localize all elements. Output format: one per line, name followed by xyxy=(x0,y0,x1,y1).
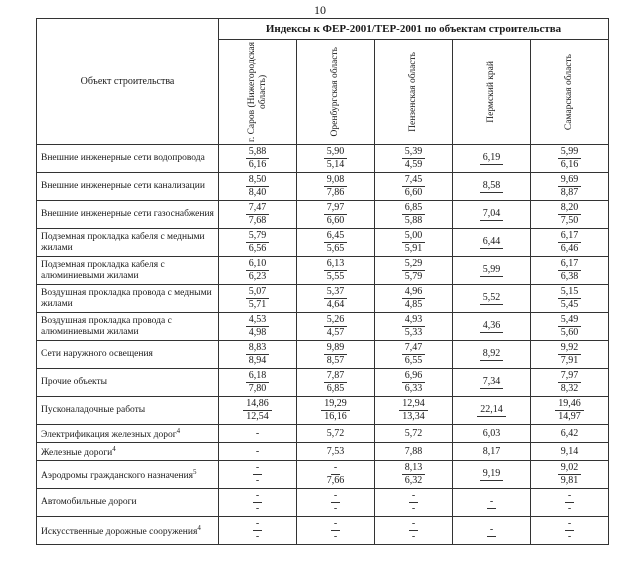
object-name-cell xyxy=(37,229,219,257)
object-label: Объект строительства xyxy=(80,76,175,87)
index-value-ter: 19,46 xyxy=(555,398,584,411)
table-row xyxy=(37,229,609,257)
index-cell xyxy=(375,145,453,173)
index-value-fer: 5,88 xyxy=(404,215,423,226)
index-value-fer: 6,55 xyxy=(404,355,423,366)
index-cell xyxy=(297,489,375,517)
index-cell xyxy=(297,201,375,229)
index-value-ter: 7,47 xyxy=(402,342,426,355)
index-cell xyxy=(531,201,609,229)
index-value-fer: 5,79 xyxy=(404,271,423,282)
index-value-ter: 8,58 xyxy=(480,180,504,193)
table-row xyxy=(37,201,609,229)
index-value-ter: - xyxy=(253,518,262,531)
index-value-fer: 6,23 xyxy=(248,271,267,282)
index-cell xyxy=(453,517,531,545)
table-row xyxy=(37,397,609,425)
index-cell xyxy=(453,173,531,201)
index-cell xyxy=(531,489,609,517)
index-value-fer: 13,34 xyxy=(402,411,425,422)
index-cell xyxy=(531,369,609,397)
object-name: Внешние инженерные сети канализации xyxy=(41,181,205,191)
index-cell xyxy=(531,461,609,489)
index-value-ter: - xyxy=(487,524,496,537)
index-value-fer: 7,68 xyxy=(248,215,267,226)
object-name: Подземная прокладка кабеля с медными жилами xyxy=(41,231,205,253)
index-cell xyxy=(219,173,297,201)
index-cell xyxy=(219,369,297,397)
index-value-fer: 6,56 xyxy=(248,243,267,254)
region-header xyxy=(219,40,297,145)
index-value-ter: 5,88 xyxy=(246,146,270,159)
index-value-ter: 5,99 xyxy=(558,146,582,159)
object-name-cell xyxy=(37,257,219,285)
index-value-ter: 4,36 xyxy=(480,320,504,333)
index-cell xyxy=(375,257,453,285)
index-value-fer: 6,38 xyxy=(560,271,579,282)
table-row xyxy=(37,369,609,397)
index-value-ter: 7,47 xyxy=(246,202,270,215)
index-value-ter: 7,87 xyxy=(324,370,348,383)
index-value-ter: 22,14 xyxy=(477,404,506,417)
indices-title: Индексы к ФЕР-2001/ТЕР-2001 по объектам строительства xyxy=(219,19,609,40)
index-cell xyxy=(375,341,453,369)
index-value: 9,14 xyxy=(560,445,579,457)
index-cell xyxy=(453,145,531,173)
region-header xyxy=(453,40,531,145)
index-value-ter: 6,44 xyxy=(480,236,504,249)
object-name: Подземная прокладка кабеля с алюминиевыми жилами xyxy=(41,259,165,281)
index-cell xyxy=(375,285,453,313)
object-name-cell xyxy=(37,517,219,545)
object-name-cell xyxy=(37,489,219,517)
index-value-fer: 5,71 xyxy=(248,299,267,310)
index-value-fer: - xyxy=(333,503,338,515)
index-cell xyxy=(531,145,609,173)
index-value-ter: - xyxy=(565,490,574,503)
index-value-ter: 6,17 xyxy=(558,258,582,271)
index-cell xyxy=(453,257,531,285)
index-value-ter: 5,07 xyxy=(246,286,270,299)
index-value-fer: 14,97 xyxy=(558,411,581,422)
index-value-ter: 5,79 xyxy=(246,230,270,243)
table-row xyxy=(37,425,609,443)
index-value-fer: 6,85 xyxy=(326,383,345,394)
index-value-ter: 9,92 xyxy=(558,342,582,355)
region-label: Пермский край xyxy=(486,61,496,123)
index-value: 8,17 xyxy=(482,445,501,457)
index-value-fer: 7,80 xyxy=(248,383,267,394)
index-value-fer: 12,54 xyxy=(246,411,269,422)
index-value-fer: 9,81 xyxy=(560,475,579,487)
index-cell xyxy=(297,285,375,313)
index-cell xyxy=(297,313,375,341)
region-label: Оренбургская область xyxy=(330,47,340,137)
object-name-cell xyxy=(37,443,219,461)
index-cell xyxy=(531,397,609,425)
index-value-fer: - xyxy=(333,531,338,543)
index-value-ter: 5,15 xyxy=(558,286,582,299)
index-cell xyxy=(297,369,375,397)
index-cell xyxy=(297,425,375,443)
index-cell xyxy=(219,397,297,425)
object-name-cell xyxy=(37,397,219,425)
index-value-ter: 7,34 xyxy=(480,376,504,389)
index-value-ter: 6,10 xyxy=(246,258,270,271)
object-column-header xyxy=(37,19,219,145)
table-row xyxy=(37,313,609,341)
index-cell xyxy=(453,489,531,517)
index-cell xyxy=(297,397,375,425)
index-cell xyxy=(297,257,375,285)
header-row-main xyxy=(37,19,609,40)
index-value-fer: 4,64 xyxy=(326,299,345,310)
index-cell xyxy=(297,461,375,489)
index-value-fer: 7,86 xyxy=(326,187,345,198)
index-value-fer: 6,60 xyxy=(404,187,423,198)
table-row xyxy=(37,489,609,517)
index-value-ter: 5,37 xyxy=(324,286,348,299)
index-cell xyxy=(297,341,375,369)
index-value-ter: 19,29 xyxy=(321,398,350,411)
index-value-ter: 6,85 xyxy=(402,202,426,215)
object-name: Прочие объекты xyxy=(41,377,108,387)
object-name-cell xyxy=(37,173,219,201)
index-value-fer: 8,40 xyxy=(248,187,267,198)
index-value-ter: - xyxy=(331,490,340,503)
index-value-fer: 7,91 xyxy=(560,355,579,366)
index-value-fer: 5,60 xyxy=(560,327,579,338)
index-cell xyxy=(297,229,375,257)
object-name-cell xyxy=(37,201,219,229)
index-value-fer: 5,33 xyxy=(404,327,423,338)
index-value-ter: - xyxy=(409,518,418,531)
index-value-ter: 5,99 xyxy=(480,264,504,277)
index-value-ter: - xyxy=(253,462,262,475)
table-row xyxy=(37,145,609,173)
index-cell xyxy=(531,173,609,201)
index-cell xyxy=(531,443,609,461)
index-cell xyxy=(531,257,609,285)
index-cell xyxy=(453,229,531,257)
index-value-ter: 6,96 xyxy=(402,370,426,383)
index-cell xyxy=(219,461,297,489)
index-value: 6,42 xyxy=(560,427,579,439)
index-value-ter: 8,50 xyxy=(246,174,270,187)
index-value-fer: 6,16 xyxy=(560,159,579,170)
index-value-ter: 5,39 xyxy=(402,146,426,159)
index-cell xyxy=(297,517,375,545)
index-value-ter: - xyxy=(487,496,496,509)
index-value-fer: 8,57 xyxy=(326,355,345,366)
index-cell xyxy=(219,489,297,517)
table-row xyxy=(37,173,609,201)
index-value-ter: 8,92 xyxy=(480,348,504,361)
object-name-cell xyxy=(37,461,219,489)
region-label: г. Саров (Нижегородская область) xyxy=(246,42,268,142)
object-name: Воздушная прокладка провода с алюминиевыми жилами xyxy=(41,315,172,337)
index-value-ter: 9,19 xyxy=(480,468,504,481)
index-value-ter: 14,86 xyxy=(243,398,272,411)
index-value-fer: 8,87 xyxy=(560,187,579,198)
object-name: Электрификация железных дорог xyxy=(41,430,177,441)
index-cell xyxy=(375,397,453,425)
object-name: Внешние инженерные сети водопровода xyxy=(41,153,205,163)
region-label: Самарская область xyxy=(564,53,575,131)
index-cell xyxy=(453,285,531,313)
index-cell xyxy=(219,517,297,545)
index-cell xyxy=(531,341,609,369)
index-cell xyxy=(453,201,531,229)
index-cell xyxy=(297,443,375,461)
index-value-fer: 8,32 xyxy=(560,383,579,394)
index-value-fer: 6,46 xyxy=(560,243,579,254)
index-value: 6,03 xyxy=(482,427,501,439)
index-value-fer: 7,50 xyxy=(560,215,579,226)
index-cell xyxy=(375,369,453,397)
region-header xyxy=(531,40,609,145)
index-value-ter: 9,89 xyxy=(324,342,348,355)
index-value-ter: - xyxy=(565,518,574,531)
object-name: Аэродромы гражданского назначения xyxy=(41,471,194,482)
index-value-ter: 9,02 xyxy=(558,462,582,475)
index-value-ter: 7,97 xyxy=(324,202,348,215)
index-value-ter: 4,96 xyxy=(402,286,426,299)
index-cell xyxy=(453,369,531,397)
index-value-fer: 5,55 xyxy=(326,271,345,282)
index-value-ter: 5,49 xyxy=(558,314,582,327)
index-cell xyxy=(219,313,297,341)
footnote-mark: 4 xyxy=(112,445,116,454)
index-value-ter: 4,93 xyxy=(402,314,426,327)
footnote-mark: 5 xyxy=(193,468,197,477)
object-name: Пусконаладочные работы xyxy=(41,405,146,415)
index-cell xyxy=(219,341,297,369)
index-value-ter: - xyxy=(409,490,418,503)
index-value-ter: 7,97 xyxy=(558,370,582,383)
index-value-fer: - xyxy=(411,531,416,543)
index-value-fer: 5,91 xyxy=(404,243,423,254)
table-row xyxy=(37,461,609,489)
table-row xyxy=(37,257,609,285)
region-label: Пензенская область xyxy=(408,52,418,132)
index-value-fer: - xyxy=(567,531,572,543)
index-cell xyxy=(375,443,453,461)
object-name-cell xyxy=(37,369,219,397)
index-cell xyxy=(453,313,531,341)
index-cell xyxy=(453,397,531,425)
index-cell xyxy=(375,313,453,341)
index-cell xyxy=(297,173,375,201)
index-cell xyxy=(219,425,297,443)
index-value-ter: 6,19 xyxy=(480,152,504,165)
index-value-ter: 8,20 xyxy=(558,202,582,215)
index-cell xyxy=(375,517,453,545)
index-value-ter: 6,13 xyxy=(324,258,348,271)
index-value-fer: - xyxy=(255,531,260,543)
object-name: Железные дороги xyxy=(41,448,113,459)
index-value: 7,88 xyxy=(404,445,423,457)
index-cell xyxy=(219,257,297,285)
table-row xyxy=(37,285,609,313)
object-name-cell xyxy=(37,425,219,443)
index-cell xyxy=(375,201,453,229)
index-value-fer: 5,14 xyxy=(326,159,345,170)
index-cell xyxy=(375,461,453,489)
index-value-ter: 6,17 xyxy=(558,230,582,243)
index-value-fer: 4,57 xyxy=(326,327,345,338)
region-header xyxy=(375,40,453,145)
index-value-fer: - xyxy=(255,475,260,487)
object-name-cell xyxy=(37,341,219,369)
index-value-ter: 5,26 xyxy=(324,314,348,327)
index-value: 5,72 xyxy=(404,427,423,439)
index-cell xyxy=(219,145,297,173)
index-cell xyxy=(375,425,453,443)
index-cell xyxy=(297,145,375,173)
index-value-ter: 9,08 xyxy=(324,174,348,187)
index-cell xyxy=(453,443,531,461)
index-value-fer: 4,85 xyxy=(404,299,423,310)
index-value-fer: 4,98 xyxy=(248,327,267,338)
index-cell xyxy=(219,229,297,257)
index-value-ter: 4,53 xyxy=(246,314,270,327)
index-value-fer: 6,33 xyxy=(404,383,423,394)
table-row xyxy=(37,517,609,545)
object-name: Автомобильные дороги xyxy=(41,497,137,508)
index-value-ter: - xyxy=(253,490,262,503)
index-value-ter: 6,18 xyxy=(246,370,270,383)
table-body xyxy=(37,145,609,545)
object-name-cell xyxy=(37,285,219,313)
object-name: Воздушная прокладка провода с медными жилами xyxy=(41,287,212,309)
indices-table xyxy=(36,18,609,545)
index-value-fer: 5,65 xyxy=(326,243,345,254)
object-name-cell xyxy=(37,313,219,341)
index-value-fer: - xyxy=(255,503,260,515)
table-row xyxy=(37,443,609,461)
index-value-ter: 5,00 xyxy=(402,230,426,243)
index-value-ter: - xyxy=(331,462,340,475)
index-value-ter: - xyxy=(331,518,340,531)
region-header xyxy=(297,40,375,145)
footnote-mark: 4 xyxy=(197,524,201,533)
index-value-fer: - xyxy=(411,503,416,515)
index-value-ter: 8,83 xyxy=(246,342,270,355)
index-cell xyxy=(531,229,609,257)
index-value-ter: 9,69 xyxy=(558,174,582,187)
index-value-fer: 7,66 xyxy=(326,475,345,487)
index-value: - xyxy=(255,427,260,439)
index-value-ter: 5,29 xyxy=(402,258,426,271)
index-cell xyxy=(531,313,609,341)
footnote-mark: 4 xyxy=(176,427,181,435)
index-cell xyxy=(219,443,297,461)
index-value-ter: 7,45 xyxy=(402,174,426,187)
index-cell xyxy=(375,229,453,257)
object-name: Внешние инженерные сети газоснабжения xyxy=(41,209,214,219)
index-value-ter: 5,52 xyxy=(480,292,504,305)
index-value-fer: 6,60 xyxy=(326,215,345,226)
index-value: - xyxy=(255,445,260,457)
object-name: Сети наружного освещения xyxy=(41,349,153,359)
object-name-cell xyxy=(37,145,219,173)
index-cell xyxy=(219,285,297,313)
index-cell xyxy=(453,425,531,443)
index-value-ter: 6,45 xyxy=(324,230,348,243)
index-cell xyxy=(375,173,453,201)
page-number: 10 xyxy=(314,3,326,17)
object-name: Искусственные дорожные сооружения xyxy=(41,527,198,538)
index-value-fer: 6,32 xyxy=(404,475,423,487)
index-value-fer: 4,59 xyxy=(404,159,423,170)
index-value-ter: 12,94 xyxy=(399,398,428,411)
index-value: 5,72 xyxy=(326,427,345,439)
index-cell xyxy=(531,517,609,545)
index-value-fer: 6,16 xyxy=(248,159,267,170)
index-cell xyxy=(453,461,531,489)
index-cell xyxy=(219,201,297,229)
index-value: 7,53 xyxy=(326,445,345,457)
index-value-ter: 8,13 xyxy=(402,462,426,475)
index-value-fer: 8,94 xyxy=(248,355,267,366)
index-value-ter: 5,90 xyxy=(324,146,348,159)
index-cell xyxy=(531,425,609,443)
index-cell xyxy=(375,489,453,517)
index-value-ter: 7,04 xyxy=(480,208,504,221)
index-value-fer: - xyxy=(567,503,572,515)
index-cell xyxy=(531,285,609,313)
index-value-fer: 5,45 xyxy=(560,299,579,310)
table-row xyxy=(37,341,609,369)
index-value-fer: 16,16 xyxy=(324,411,347,422)
index-cell xyxy=(453,341,531,369)
